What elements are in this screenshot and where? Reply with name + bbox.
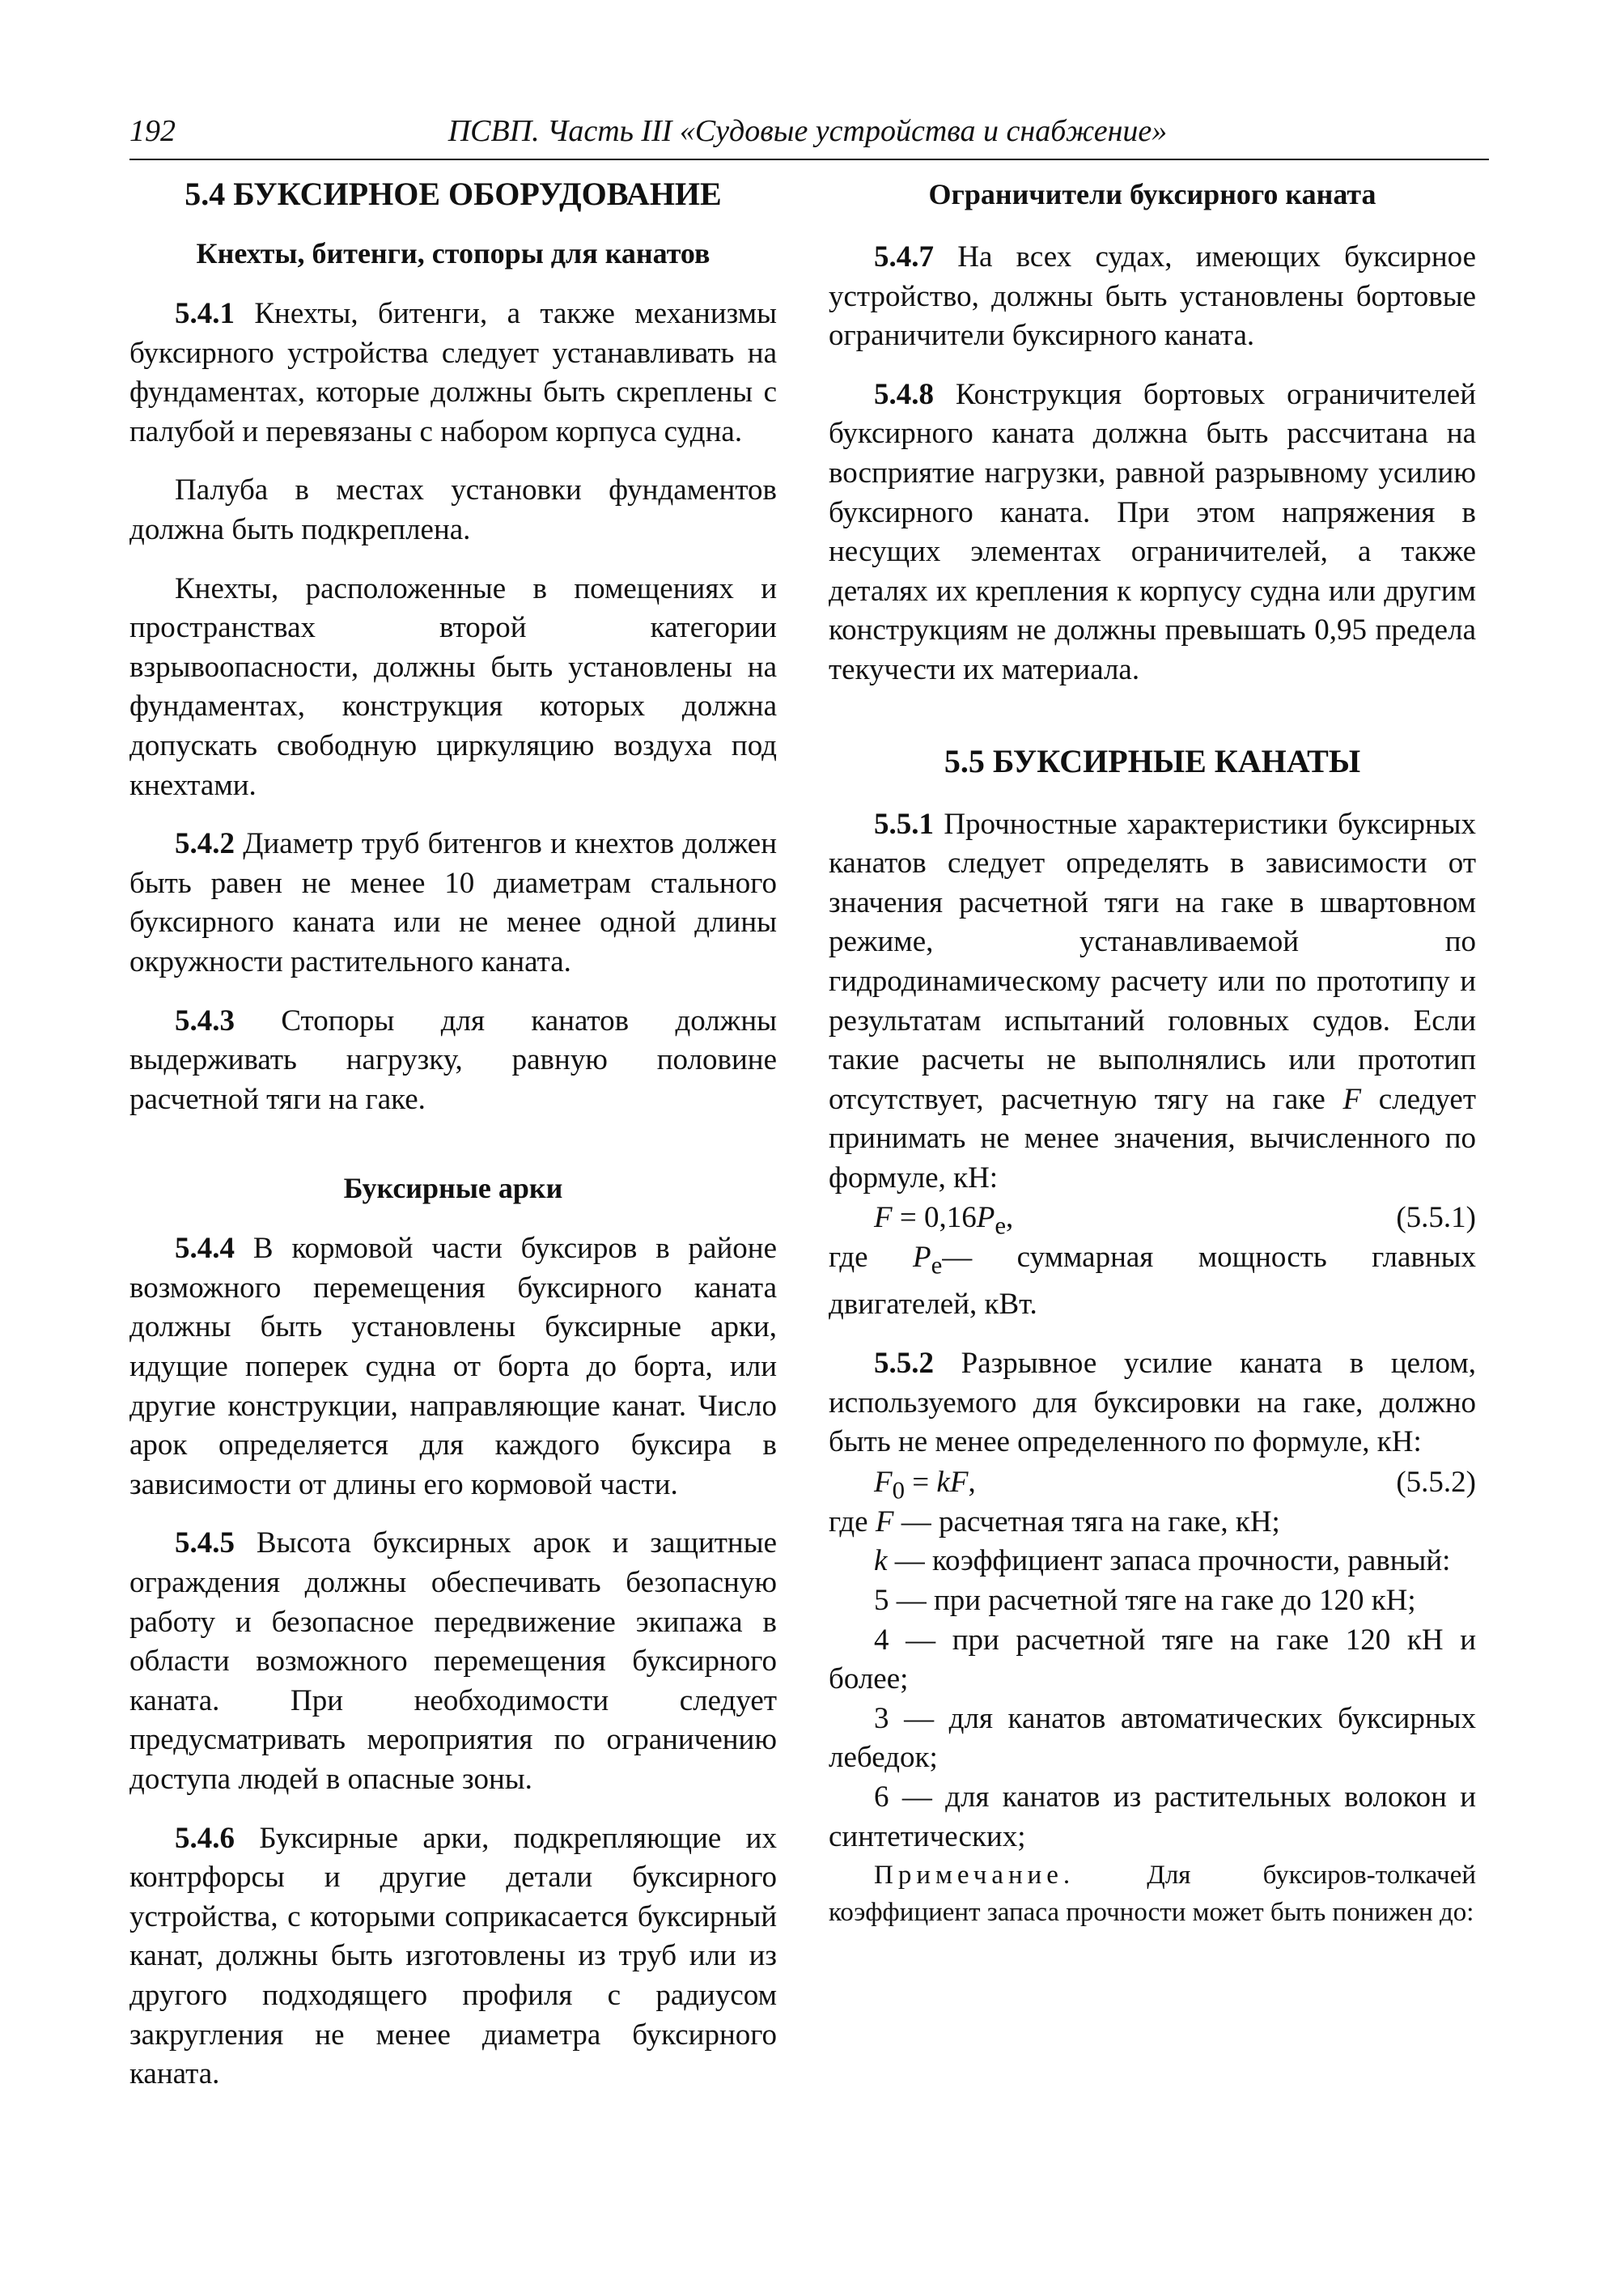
paragraph-number: 5.4.8 <box>874 377 934 411</box>
formula-number: (5.5.2) <box>1396 1465 1476 1499</box>
subsection-title-towing-arches: Буксирные арки <box>343 1172 563 1205</box>
note-label: Примечание. <box>874 1861 1075 1891</box>
formula-legend-5-5-1: где $P_e—$ суммарная мощность главных двигателей, кВт. <box>829 1241 1476 1322</box>
note-text: Для буксиров-толкачей коэффициент запаса прочности может быть понижен до: <box>829 1861 1476 1928</box>
list-item: 3 — для канатов автоматических буксирных лебедок; <box>829 1701 1476 1775</box>
paragraph-5-4-3 <box>129 1002 777 1120</box>
paragraph-number: 5.4.7 <box>874 240 934 274</box>
paragraph-text: Кнехты, битенги, а также механизмы буксирного устройства следует устанавливать на фундаментах, которые должны быть скреплены с палубой и перевязаны с набором корпуса судна. <box>129 297 777 448</box>
paragraph-text: Диаметр труб битенгов и кнехтов должен быть равен не менее 10 диаметрам стального буксирного каната или не менее одной длины окружности растительного каната. <box>129 827 777 978</box>
paragraph-5-4-1 <box>129 295 777 452</box>
paragraph-5-4-1-b: Палуба в местах установки фундаментов должна быть подкреплена. <box>129 473 777 546</box>
paragraph-5-4-2 <box>129 825 777 982</box>
subsection-title-rope-limiters: Ограничители буксирного каната <box>928 178 1376 210</box>
formula-expression: $F = 0,16P_e$, <box>874 1201 1014 1240</box>
section-title-5-5: 5.5 БУКСИРНЫЕ КАНАТЫ <box>944 742 1361 779</box>
paragraph-number: 5.4.5 <box>175 1526 235 1560</box>
paragraph-text: Высота буксирных арок и защитные ограждения должны обеспечивать безопасную работу и безопасное передвижение экипажа в области возможного перемещения буксирного каната. При необходимости следует предусматривать мероприятия по ограничению доступа людей в опасные зоны. <box>129 1526 777 1796</box>
paragraph-text: Конструкция бортовых ограничителей буксирного каната должна быть рассчитана на восприятие нагрузки, равной разрывному усилию буксирного каната. При этом напряжения в несущих элементах ограничителей, а также деталях их крепления к корпусу судна или другим конструкциям не должны превышать 0,95 предела текучести их материала. <box>829 377 1476 686</box>
paragraph-text: На всех судах, имеющих буксирное устройство, должны быть установлены бортовые ограничители буксирного каната. <box>829 240 1476 353</box>
paragraph-5-4-5 <box>129 1524 777 1799</box>
paragraph-5-4-8 <box>829 376 1476 690</box>
paragraph-text: Прочностные характеристики буксирных канатов следует определять в зависимости от значения расчетной тяги на гаке в швартовном режиме, устанавливаемой по гидродинамическому расчету или по прототипу и результатам испытаний головных судов. Если такие расчеты не выполнялись или прототип отсутствует, расчетную тягу на гаке <box>829 807 1476 1116</box>
formula-5-5-2 <box>829 1462 1476 1503</box>
paragraph-text: Разрывное усилие каната в целом, используемого для буксировки на гаке, должно быть не менее определенного по формуле, кН: <box>829 1347 1476 1459</box>
page-header <box>129 110 1486 159</box>
paragraph-number: 5.4.6 <box>175 1821 235 1855</box>
subsection-title-bollards: Кнехты, битенги, стопоры для канатов <box>196 237 710 269</box>
paragraph-text: Буксирные арки, подкрепляющие их контрфорсы и другие детали буксирного устройства, с которыми соприкасается буксирный канат, должны быть изготовлены из труб или из другого подходящего профиля с радиусом закругления не менее диаметра буксирного каната. <box>129 1821 777 2091</box>
paragraph-number: 5.5.1 <box>874 807 934 841</box>
header-divider <box>129 159 1489 160</box>
paragraph-text: следует принимать не менее значения, вычисленного по формуле, кН: <box>829 1082 1477 1195</box>
section-title-5-4: 5.4 БУКСИРНОЕ ОБОРУДОВАНИЕ <box>184 176 722 212</box>
paragraph-number: 5.5.2 <box>874 1347 934 1381</box>
paragraph-number: 5.4.1 <box>175 297 235 330</box>
paragraph-number: 5.4.3 <box>175 1004 235 1038</box>
paragraph-number: 5.4.2 <box>175 827 235 861</box>
paragraph-text: Стопоры для канатов должны выдерживать нагрузку, равную половине расчетной тяги на гаке. <box>129 1004 777 1116</box>
coefficient-k-definition: k — коэффициент запаса прочности, равный: <box>874 1544 1451 1578</box>
paragraph-text: В кормовой части буксиров в районе возможного перемещения буксирного каната должны быть установлены буксирные арки, идущие поперек судна от борта до борта, или другие конструкции, направляющие канат. Число арок определяется для каждого буксира в зависимости от длины его кормовой части. <box>129 1232 777 1501</box>
paragraph-5-5-1 <box>829 805 1476 1199</box>
formula-legend-5-5-2: где F — расчетная тяга на гаке, кН; <box>829 1504 1280 1538</box>
variable-f: F <box>1342 1082 1362 1116</box>
right-column <box>829 170 1476 1931</box>
list-item: 5 — при расчетной тяге на гаке до 120 кН; <box>874 1584 1416 1618</box>
paragraph-5-4-7 <box>829 238 1476 356</box>
paragraph-5-5-2 <box>829 1344 1476 1462</box>
list-item: 4 — при расчетной тяге на гаке 120 кН и более; <box>829 1623 1476 1696</box>
left-column <box>129 170 777 2094</box>
paragraph-5-4-1-c: Кнехты, расположенные в помещениях и пространствах второй категории взрывоопасности, должны быть установлены на фундаментах, конструкция которых должна допускать свободную циркуляцию воздуха под кнехтами. <box>129 571 777 802</box>
paragraph-number: 5.4.4 <box>175 1232 235 1266</box>
page-number: 192 <box>129 114 176 148</box>
paragraph-5-4-4 <box>129 1229 777 1504</box>
list-item: 6 — для канатов из растительных волокон и синтетических; <box>829 1780 1476 1853</box>
note <box>829 1857 1476 1931</box>
formula-5-5-1 <box>829 1198 1476 1238</box>
running-title: ПСВП. Часть III «Судовые устройства и снабжение» <box>447 114 1168 148</box>
paragraph-5-4-6 <box>129 1819 777 2094</box>
formula-expression: $F_0$ = kF, <box>874 1465 976 1504</box>
formula-number: (5.5.1) <box>1396 1201 1476 1235</box>
